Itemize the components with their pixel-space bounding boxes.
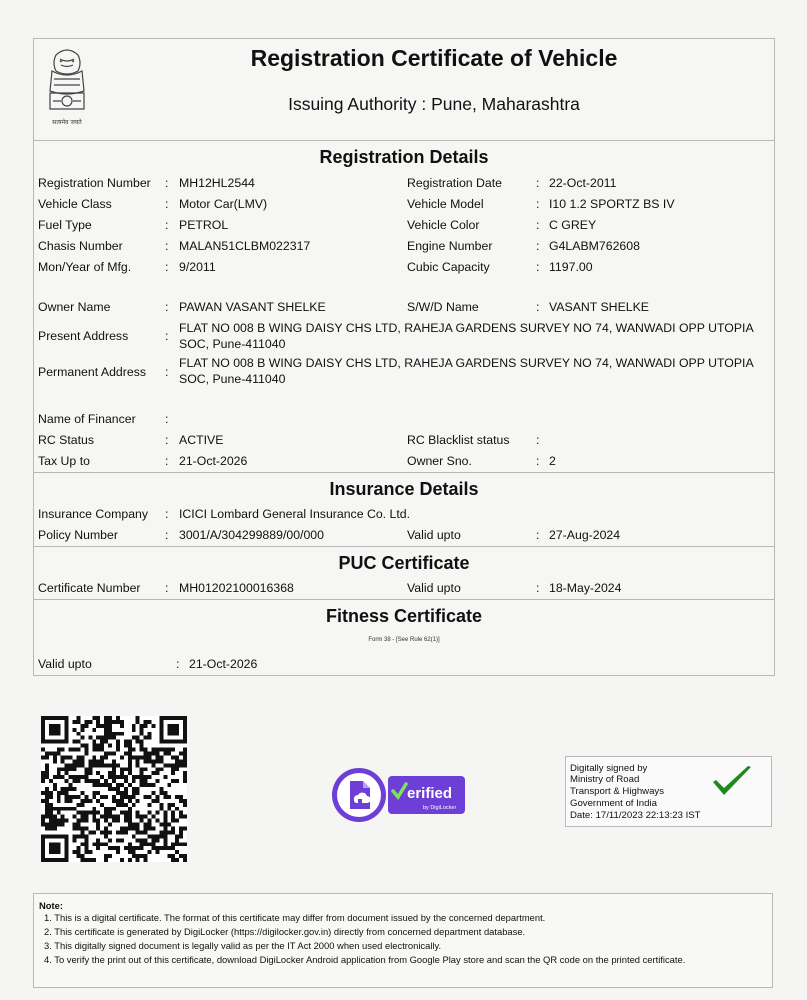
- swd-name-label: S/W/D Name: [407, 300, 479, 314]
- colon: :: [165, 433, 169, 447]
- mfg-value: 9/2011: [179, 260, 216, 274]
- signature-line: Government of India: [570, 798, 657, 809]
- insurance-heading: Insurance Details: [329, 479, 479, 499]
- puc-valid-label: Valid upto: [407, 581, 461, 595]
- colon: :: [165, 300, 169, 314]
- divider: [34, 546, 774, 547]
- colon: :: [536, 239, 540, 253]
- insurance-company-label: Insurance Company: [38, 507, 149, 521]
- digital-signature-box: [565, 756, 772, 827]
- vehicle-class-value: Motor Car(LMV): [179, 197, 268, 211]
- fitness-valid-value: 21-Oct-2026: [189, 657, 258, 671]
- note-item: 2. This certificate is generated by DigiLocker (https://digilocker.gov.in) directly from concerned department database.: [44, 926, 526, 937]
- certificate-header: [34, 39, 774, 140]
- note-box: [33, 893, 773, 988]
- owner-sno-value: 2: [549, 454, 556, 468]
- present-address-line1: FLAT NO 008 B WING DAISY CHS LTD, RAHEJA GARDENS SURVEY NO 74, WANWADI OPP UTOPIA: [179, 321, 754, 335]
- issuing-authority: Issuing Authority : Pune, Maharashtra: [288, 94, 580, 114]
- reg-date-value: 22-Oct-2011: [549, 176, 617, 190]
- colon: :: [536, 300, 540, 314]
- reg-date-label: Registration Date: [407, 176, 503, 190]
- owner-name-value: PAWAN VASANT SHELKE: [179, 300, 326, 314]
- registration-heading: Registration Details: [319, 147, 489, 167]
- colon: :: [165, 454, 169, 468]
- fitness-valid-label: Valid upto: [38, 657, 92, 671]
- verified-word: erified: [407, 785, 453, 802]
- mfg-label: Mon/Year of Mfg.: [38, 260, 132, 274]
- colon: :: [165, 528, 169, 542]
- colon: :: [165, 218, 169, 232]
- vehicle-color-value: C GREY: [549, 218, 597, 232]
- blacklist-label: RC Blacklist status: [407, 433, 510, 447]
- signature-line: Ministry of Road: [570, 774, 640, 785]
- permanent-address-label: Permanent Address: [38, 365, 146, 379]
- note-item: 3. This digitally signed document is legally valid as per the IT Act 2000 when used electronically.: [44, 940, 442, 951]
- fuel-type-value: PETROL: [179, 218, 229, 232]
- puc-heading: PUC Certificate: [338, 553, 470, 573]
- page-title: Registration Certificate of Vehicle: [250, 45, 618, 71]
- note-title: Note:: [39, 900, 63, 911]
- puc-valid-value: 18-May-2024: [549, 581, 622, 595]
- note-item: 1. This is a digital certificate. The format of this certificate may differ from document issued by the concerned department.: [44, 912, 546, 923]
- form-reference: Form 38 - [See Rule 62(1)]: [368, 637, 440, 643]
- tax-upto-value: 21-Oct-2026: [179, 454, 248, 468]
- colon: :: [536, 528, 540, 542]
- fitness-heading: Fitness Certificate: [325, 606, 483, 626]
- swd-name-value: VASANT SHELKE: [549, 300, 650, 314]
- chasis-number-value: MALAN51CLBM022317: [179, 239, 311, 253]
- signature-line: Digitally signed by: [570, 763, 648, 774]
- colon: :: [536, 433, 540, 447]
- colon: :: [176, 657, 180, 671]
- present-address-label: Present Address: [38, 329, 129, 343]
- chasis-number-label: Chasis Number: [38, 239, 123, 253]
- divider: [34, 599, 774, 600]
- colon: :: [165, 329, 169, 343]
- tax-upto-label: Tax Up to: [38, 454, 90, 468]
- colon: :: [165, 581, 169, 595]
- policy-number-value: 3001/A/304299889/00/000: [179, 528, 324, 542]
- owner-name-label: Owner Name: [38, 300, 111, 314]
- colon: :: [536, 260, 540, 274]
- permanent-address-line1: FLAT NO 008 B WING DAISY CHS LTD, RAHEJA GARDENS SURVEY NO 74, WANWADI OPP UTOPIA: [179, 356, 754, 370]
- signature-line: Transport & Highways: [570, 786, 665, 797]
- rc-status-label: RC Status: [38, 433, 95, 447]
- colon: :: [165, 239, 169, 253]
- divider: [34, 472, 774, 473]
- vehicle-model-value: I10 1.2 SPORTZ BS IV: [549, 197, 675, 211]
- puc-cert-number-value: MH01202100016368: [179, 581, 294, 595]
- colon: :: [536, 176, 540, 190]
- insurance-valid-value: 27-Aug-2024: [549, 528, 621, 542]
- colon: :: [165, 412, 169, 426]
- engine-number-value: G4LABM762608: [549, 239, 640, 253]
- colon: :: [165, 260, 169, 274]
- owner-sno-label: Owner Sno.: [407, 454, 472, 468]
- reg-number-label: Registration Number: [38, 176, 151, 190]
- colon: :: [536, 197, 540, 211]
- rc-status-value: ACTIVE: [179, 433, 224, 447]
- cubic-capacity-value: 1197.00: [549, 260, 593, 274]
- vehicle-class-label: Vehicle Class: [38, 197, 112, 211]
- financer-label: Name of Financer: [38, 412, 136, 426]
- vehicle-color-label: Vehicle Color: [407, 218, 480, 232]
- signature-date: Date: 17/11/2023 22:13:23 IST: [570, 810, 701, 821]
- certificate-card: [33, 38, 775, 676]
- check-mark-icon: [711, 765, 753, 797]
- present-address-line2: SOC, Pune-411040: [179, 337, 286, 351]
- puc-cert-number-label: Certificate Number: [38, 581, 141, 595]
- emblem-caption: सत्यमेव जयते: [52, 119, 82, 126]
- verified-badge: [331, 767, 467, 823]
- colon: :: [536, 218, 540, 232]
- national-emblem-icon: [42, 45, 92, 127]
- divider: [34, 140, 774, 141]
- note-item: 4. To verify the print out of this certificate, download DigiLocker Android application from Google Play store and scan the QR code on the printed certificate.: [44, 954, 686, 965]
- colon: :: [536, 454, 540, 468]
- colon: :: [165, 507, 169, 521]
- cubic-capacity-label: Cubic Capacity: [407, 260, 490, 274]
- colon: :: [536, 581, 540, 595]
- permanent-address-line2: SOC, Pune-411040: [179, 372, 286, 386]
- verified-by: by DigiLocker: [423, 805, 457, 811]
- colon: :: [165, 197, 169, 211]
- qr-code: [41, 716, 187, 862]
- insurance-company-value: ICICI Lombard General Insurance Co. Ltd.: [179, 507, 411, 521]
- colon: :: [165, 365, 169, 379]
- reg-number-value: MH12HL2544: [179, 176, 255, 190]
- colon: :: [165, 176, 169, 190]
- insurance-valid-label: Valid upto: [407, 528, 461, 542]
- vehicle-model-label: Vehicle Model: [407, 197, 484, 211]
- policy-number-label: Policy Number: [38, 528, 118, 542]
- fuel-type-label: Fuel Type: [38, 218, 92, 232]
- engine-number-label: Engine Number: [407, 239, 493, 253]
